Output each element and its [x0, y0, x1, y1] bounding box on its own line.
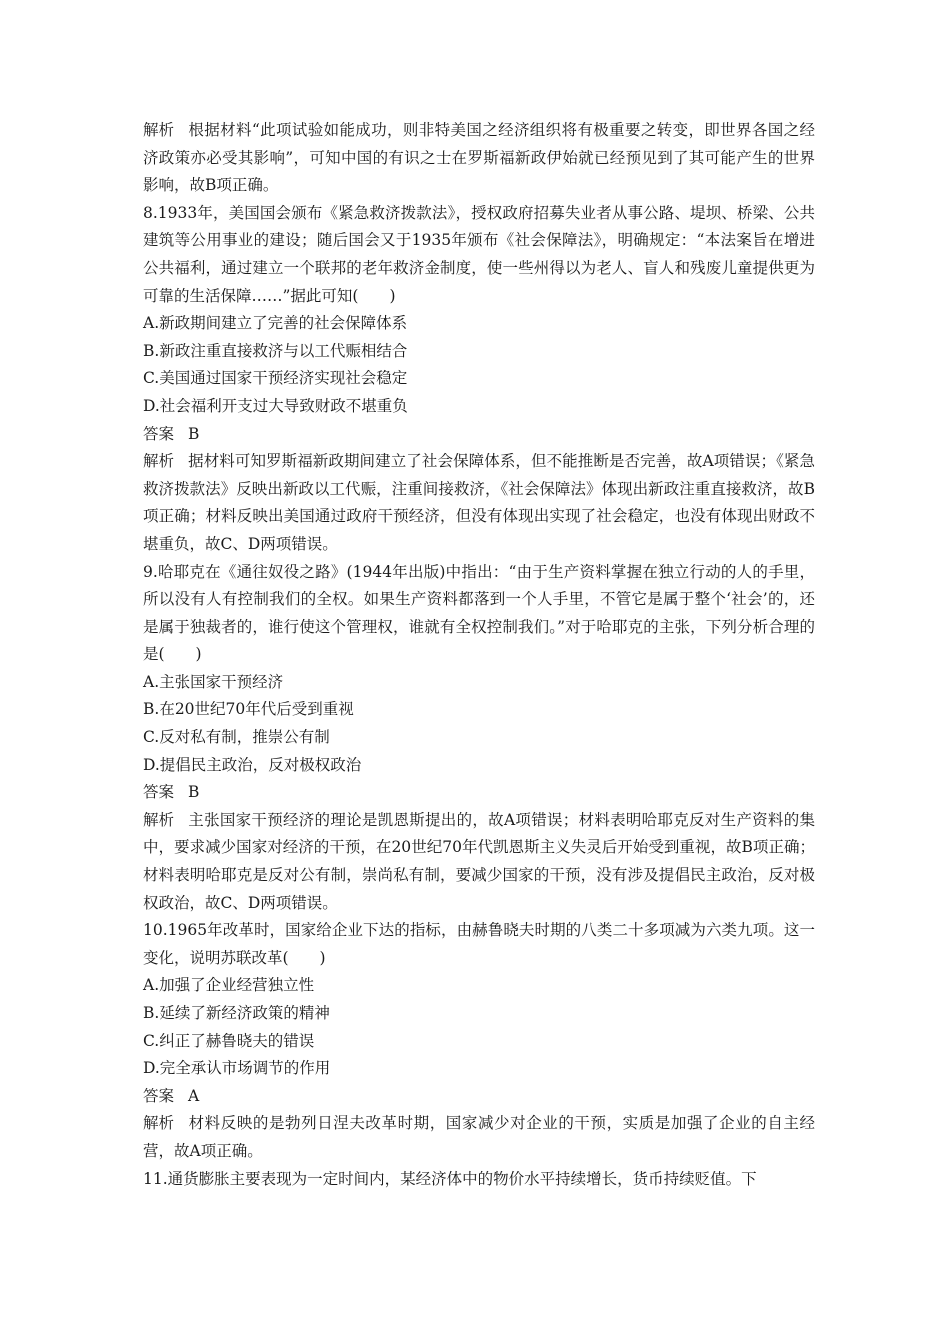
- question-stem: 8.1933年，美国国会颁布《紧急救济拨款法》，授权政府招募失业者从事公路、堤坝、桥梁、公共建筑等公用事业的建设；随后国会又于1935年颁布《社会保障法》，明确规定：“本法案旨在增进公共福利，通过建立一个联邦的老年救济金制度，使一些州得以为老人、盲人和残废儿童提供更为可靠的生活保障……”据此可知( ): [143, 203, 815, 305]
- analysis-text: 材料反映的是勃列日涅夫改革时期，国家减少对企业的干预，实质是加强了企业的自主经营，故A项正确。: [143, 1114, 815, 1160]
- answer-label: 答案: [143, 1086, 175, 1105]
- option-a: A.主张国家干预经济: [143, 672, 284, 691]
- analysis-text: 主张国家干预经济的理论是凯恩斯提出的，故A项错误；材料表明哈耶克反对生产资料的集中，要求减少国家对经济的干预，在20世纪70年代凯恩斯主义失灵后开始受到重视，故B项正确；材料表明哈耶克是反对公有制，崇尚私有制，要减少国家的干预，没有涉及提倡民主政治，反对极权政治，故C、D两项错误。: [143, 810, 815, 912]
- option-b: B.在20世纪70年代后受到重视: [143, 700, 354, 719]
- answer-value: B: [188, 783, 200, 802]
- analysis-label: 解析: [143, 121, 175, 139]
- analysis-paragraph: [143, 117, 815, 200]
- answer-label: 答案: [143, 424, 175, 443]
- option-d: D.社会福利开支过大导致财政不堪重负: [143, 396, 408, 415]
- answer-line: [143, 421, 815, 449]
- answer-value: A: [188, 1086, 200, 1105]
- analysis-paragraph: [143, 448, 815, 558]
- analysis-label: 解析: [143, 1114, 175, 1133]
- analysis-paragraph: [143, 807, 815, 917]
- option-c: C.纠正了赫鲁晓夫的错误: [143, 1031, 315, 1050]
- question-stem: 10.1965年改革时，国家给企业下达的指标，由赫鲁晓夫时期的八类二十多项减为六类九项。这一变化，说明苏联改革( ): [143, 921, 815, 967]
- option-b: B.延续了新经济政策的精神: [143, 1004, 330, 1022]
- answer-line: [143, 779, 815, 807]
- analysis-paragraph: [143, 1110, 815, 1165]
- analysis-text: 根据材料“此项试验如能成功，则非特美国之经济组织将有极重要之转变，即世界各国之经济政策亦必受其影响”，可知中国的有识之士在罗斯福新政伊始就已经预见到了其可能产生的世界影响，故B项正确。: [143, 121, 815, 195]
- analysis-label: 解析: [143, 810, 175, 829]
- option-a: A.加强了企业经营独立性: [143, 976, 315, 995]
- answer-label: 答案: [143, 783, 175, 802]
- analysis-label: 解析: [143, 452, 175, 471]
- question-stem: 11.通货膨胀主要表现为一定时间内，某经济体中的物价水平持续增长，货币持续贬值。下: [143, 1169, 757, 1188]
- question-stem: 9.哈耶克在《通往奴役之路》(1944年出版)中指出：“由于生产资料掌握在独立行动的人的手里，所以没有人有控制我们的全权。如果生产资料都落到一个人手里，不管它是属于整个‘社会’的，还是属于独裁者的，谁行使这个管理权，谁就有全权控制我们。”对于哈耶克的主张，下列分析合理的是( ): [143, 562, 815, 664]
- option-d: D.完全承认市场调节的作用: [143, 1059, 331, 1078]
- option-c: C.美国通过国家干预经济实现社会稳定: [143, 369, 408, 388]
- option-b: B.新政注重直接救济与以工代赈相结合: [143, 341, 408, 360]
- option-d: D.提倡民主政治，反对极权政治: [143, 755, 362, 774]
- analysis-text: 据材料可知罗斯福新政期间建立了社会保障体系，但不能推断是否完善，故A项错误；《紧急救济拨款法》反映出新政以工代赈，注重间接救济，《社会保障法》体现出新政注重直接救济，故B项正确；材料反映出美国通过政府干预经济，但没有体现出实现了社会稳定，也没有体现出财政不堪重负，故C、D两项错误。: [143, 452, 815, 553]
- document-page: [143, 117, 815, 1193]
- option-c: C.反对私有制，推崇公有制: [143, 728, 330, 747]
- answer-value: B: [188, 424, 200, 443]
- option-a: A.新政期间建立了完善的社会保障体系: [143, 314, 408, 333]
- answer-line: [143, 1083, 815, 1111]
